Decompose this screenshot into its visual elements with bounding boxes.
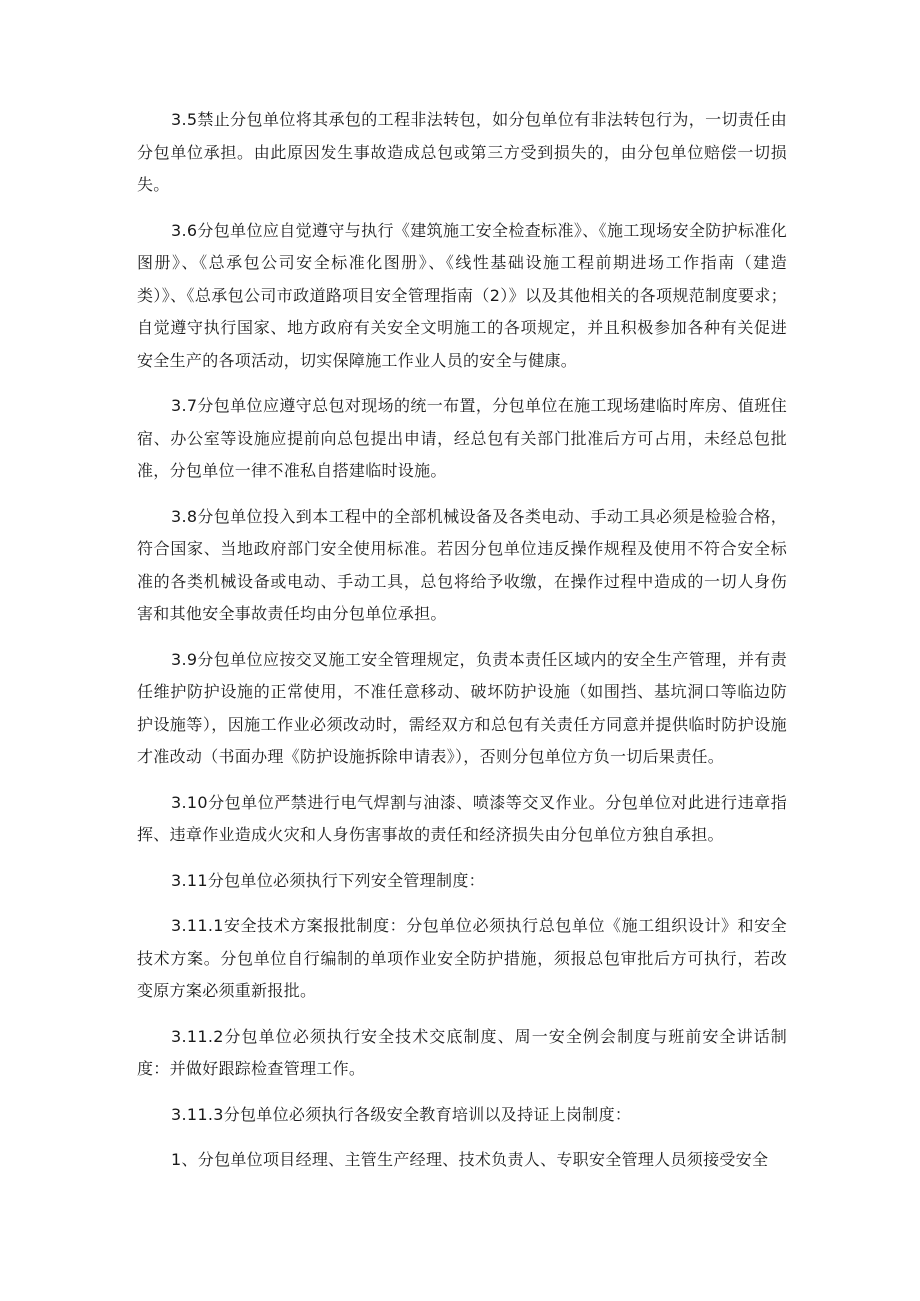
clause-3-6: 3.6分包单位应自觉遵守与执行《建筑施工安全检查标准》、《施工现场安全防护标准化图册》、《总承包公司安全标准化图册》、《线性基础设施工程前期进场工作指南（建造类）》、《总承包公司市政道路项目安全管理指南（2）》以及其他相关的各项规范制度要求；自觉遵守执行国家、地方政府有关安全文明施工的各项规定，并且积极参加各种有关促进安全生产的各项活动，切实保障施工作业人员的安全与健康。 (137, 220, 787, 370)
clause-3-5: 3.5禁止分包单位将其承包的工程非法转包，如分包单位有非法转包行为，一切责任由分包单位承担。由此原因发生事故造成总包或第三方受到损失的，由分包单位赔偿一切损失。 (137, 110, 787, 194)
clause-3-11: 3.11分包单位必须执行下列安全管理制度： (171, 870, 485, 890)
clause-3-10: 3.10分包单位严禁进行电气焊割与油漆、喷漆等交叉作业。分包单位对此进行违章指挥、违章作业造成火灾和人身伤害事故的责任和经济损失由分包单位方独自承担。 (137, 792, 787, 844)
clause-3-11-2: 3.11.2分包单位必须执行安全技术交底制度、周一安全例会制度与班前安全讲话制度：并做好跟踪检查管理工作。 (137, 1026, 787, 1078)
clause-3-9: 3.9分包单位应按交叉施工安全管理规定，负责本责任区域内的安全生产管理，并有责任维护防护设施的正常使用，不准任意移动、破坏防护设施（如围挡、基坑洞口等临边防护设施等），因施工作业必须改动时，需经双方和总包有关责任方同意并提供临时防护设施才准改动（书面办理《防护设施拆除申请表》），否则分包单位方负一切后果责任。 (137, 649, 787, 766)
list-item-1: 1、分包单位项目经理、主管生产经理、技术负责人、专职安全管理人员须接受安全 (171, 1150, 769, 1169)
clause-3-7: 3.7分包单位应遵守总包对现场的统一布置，分包单位在施工现场建临时库房、值班住宿、办公室等设施应提前向总包提出申请，经总包有关部门批准后方可占用，未经总包批准，分包单位一律不准私自搭建临时设施。 (137, 396, 787, 480)
clause-3-8: 3.8分包单位投入到本工程中的全部机械设备及各类电动、手动工具必须是检验合格，符合国家、当地政府部门安全使用标准。若因分包单位违反操作规程及使用不符合安全标准的各类机械设备或电动、手动工具，总包将给予收缴，在操作过程中造成的一切人身伤害和其他安全事故责任均由分包单位承担。 (137, 506, 787, 623)
document-body (137, 104, 787, 1190)
clause-3-11-1: 3.11.1安全技术方案报批制度：分包单位必须执行总包单位《施工组织设计》和安全技术方案。分包单位自行编制的单项作业安全防护措施，须报总包审批后方可执行，若改变原方案必须重新报批。 (137, 916, 787, 1000)
clause-3-11-3: 3.11.3分包单位必须执行各级安全教育培训以及持证上岗制度： (171, 1104, 632, 1124)
